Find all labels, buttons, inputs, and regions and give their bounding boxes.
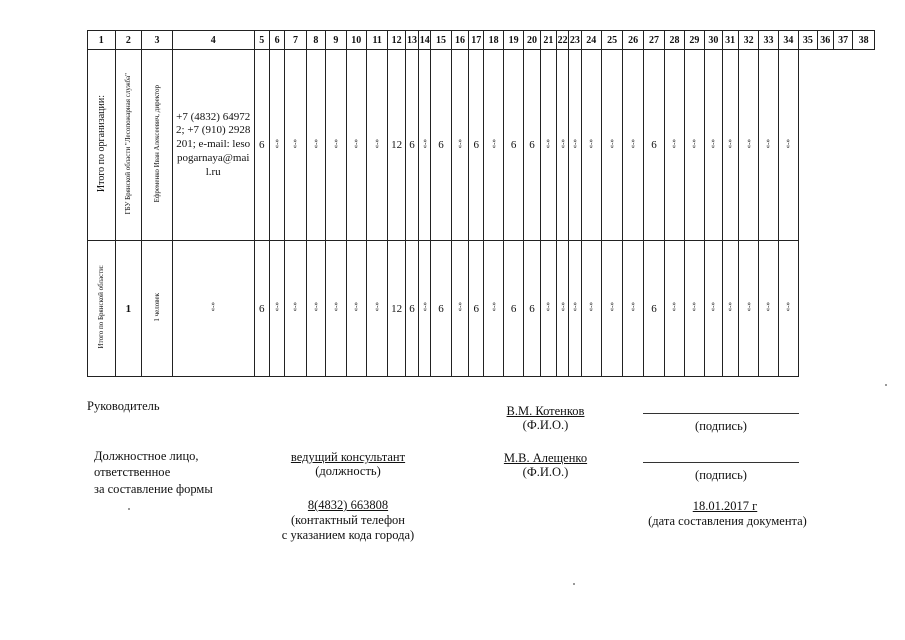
column-number: 36 <box>817 31 833 50</box>
value-cell: 6 <box>503 50 523 241</box>
value-cell: 6 <box>643 50 664 241</box>
head-signature-caption: (подпись) <box>695 419 747 433</box>
statistics-table <box>87 30 875 377</box>
value-cell: «-» <box>665 50 684 241</box>
column-number: 19 <box>503 31 523 50</box>
region-org-count: 1 <box>115 241 142 377</box>
column-number: 21 <box>540 31 556 50</box>
column-number: 22 <box>557 31 569 50</box>
value-cell: «-» <box>623 241 643 377</box>
region-people-count: 1 человек <box>142 241 173 377</box>
column-number: 29 <box>684 31 704 50</box>
column-number: 24 <box>581 31 601 50</box>
column-number: 4 <box>172 31 254 50</box>
head-signature-line <box>643 413 799 414</box>
value-cell: «-» <box>778 50 798 241</box>
head-label: Руководитель <box>87 399 160 413</box>
value-cell: «-» <box>557 241 569 377</box>
region-row <box>88 241 875 377</box>
phone-caption-1: (контактный телефон <box>291 513 405 527</box>
column-number: 28 <box>665 31 684 50</box>
value-cell: «-» <box>540 241 556 377</box>
official-label-3: за составление формы <box>94 482 213 496</box>
value-cell: 6 <box>405 50 418 241</box>
value-cell: «-» <box>722 241 738 377</box>
value-cell: «-» <box>451 241 468 377</box>
value-cell: «-» <box>705 241 722 377</box>
org-total-label: Итого по организации: <box>88 50 116 241</box>
value-cell: «-» <box>285 241 306 377</box>
value-cell: «-» <box>738 241 758 377</box>
value-cell: «-» <box>705 50 722 241</box>
value-cell: «-» <box>419 50 431 241</box>
org-name: ГБУ Брянской области "Лесопожарная служба" <box>115 50 142 241</box>
scan-speck <box>573 583 575 585</box>
head-name: В.М. Котенков <box>506 404 585 418</box>
value-cell: 6 <box>469 241 484 377</box>
column-number: 2 <box>115 31 142 50</box>
official-signature-line <box>643 462 799 463</box>
column-number: 8 <box>306 31 325 50</box>
column-number: 9 <box>326 31 346 50</box>
value-cell: «-» <box>269 50 284 241</box>
value-cell: 6 <box>469 50 484 241</box>
value-cell: 6 <box>405 241 418 377</box>
value-cell: «-» <box>581 50 601 241</box>
phone-caption-2: с указанием кода города) <box>281 528 415 542</box>
column-number: 11 <box>366 31 387 50</box>
column-number: 1 <box>88 31 116 50</box>
column-number: 25 <box>601 31 622 50</box>
value-cell: «-» <box>366 241 387 377</box>
value-cell: «-» <box>722 50 738 241</box>
column-number: 16 <box>451 31 468 50</box>
value-cell: «-» <box>601 50 622 241</box>
scan-speck <box>128 508 130 510</box>
column-number: 30 <box>705 31 722 50</box>
value-cell: «-» <box>326 241 346 377</box>
column-number: 38 <box>853 31 875 50</box>
value-cell: «-» <box>581 241 601 377</box>
value-cell: 6 <box>254 241 269 377</box>
column-number: 31 <box>722 31 738 50</box>
column-number: 20 <box>524 31 540 50</box>
value-cell: 6 <box>431 50 451 241</box>
column-number: 27 <box>643 31 664 50</box>
column-number: 5 <box>254 31 269 50</box>
value-cell: «-» <box>451 50 468 241</box>
column-number: 7 <box>285 31 306 50</box>
value-cell: 6 <box>431 241 451 377</box>
organization-row <box>88 50 875 241</box>
value-cell: 12 <box>388 50 405 241</box>
value-cell: «-» <box>346 50 366 241</box>
column-number: 14 <box>419 31 431 50</box>
value-cell: «-» <box>419 241 431 377</box>
phone-value: 8(4832) 663808 <box>307 498 389 512</box>
value-cell: «-» <box>665 241 684 377</box>
column-number: 3 <box>142 31 173 50</box>
column-number: 35 <box>799 31 817 50</box>
region-total-label: Итого по Брянской области: <box>88 241 116 377</box>
column-number: 33 <box>759 31 778 50</box>
org-contacts: +7 (4832) 649722; +7 (910) 2928201; e-mail: lesopogarnaya@mail.ru <box>172 50 254 241</box>
value-cell: «-» <box>623 50 643 241</box>
scan-speck <box>885 384 887 386</box>
value-cell: «-» <box>569 241 581 377</box>
date-value: 18.01.2017 г <box>692 499 758 513</box>
column-number: 32 <box>738 31 758 50</box>
value-cell: 6 <box>254 50 269 241</box>
value-cell: «-» <box>738 50 758 241</box>
value-cell: «-» <box>684 241 704 377</box>
column-number: 12 <box>388 31 405 50</box>
date-caption: (дата составления документа) <box>648 514 807 528</box>
value-cell: «-» <box>557 50 569 241</box>
value-cell: «-» <box>306 50 325 241</box>
official-position-caption: (должность) <box>315 464 381 478</box>
value-cell: «-» <box>366 50 387 241</box>
column-number: 17 <box>469 31 484 50</box>
official-name: М.В. Алещенко <box>503 451 588 465</box>
value-cell: «-» <box>759 241 778 377</box>
column-number: 37 <box>833 31 852 50</box>
value-cell: «-» <box>269 241 284 377</box>
official-signature-caption: (подпись) <box>695 468 747 482</box>
value-cell: «-» <box>484 241 503 377</box>
value-cell: «-» <box>778 241 798 377</box>
value-cell: 12 <box>388 241 405 377</box>
official-position: ведущий консультант <box>290 450 406 464</box>
value-cell: «-» <box>759 50 778 241</box>
value-cell: «-» <box>569 50 581 241</box>
official-fio-caption: (Ф.И.О.) <box>522 465 569 479</box>
value-cell: «-» <box>326 50 346 241</box>
value-cell: «-» <box>484 50 503 241</box>
value-cell: «-» <box>540 50 556 241</box>
value-cell: 6 <box>524 50 540 241</box>
column-number: 34 <box>778 31 798 50</box>
value-cell: 6 <box>643 241 664 377</box>
org-director: Ефременко Иван Алексеевич, директор <box>142 50 173 241</box>
column-number: 13 <box>405 31 418 50</box>
value-cell: «-» <box>285 50 306 241</box>
column-number-row <box>88 31 875 50</box>
value-cell: «-» <box>684 50 704 241</box>
column-number: 15 <box>431 31 451 50</box>
value-cell: «-» <box>601 241 622 377</box>
value-cell: 6 <box>524 241 540 377</box>
value-cell: «-» <box>346 241 366 377</box>
region-contacts: «-» <box>172 241 254 377</box>
column-number: 23 <box>569 31 581 50</box>
column-number: 26 <box>623 31 643 50</box>
head-fio-caption: (Ф.И.О.) <box>522 418 569 432</box>
column-number: 18 <box>484 31 503 50</box>
value-cell: «-» <box>306 241 325 377</box>
value-cell: 6 <box>503 241 523 377</box>
column-number: 6 <box>269 31 284 50</box>
column-number: 10 <box>346 31 366 50</box>
official-label-2: ответственное <box>94 465 171 479</box>
official-label-1: Должностное лицо, <box>94 449 199 463</box>
